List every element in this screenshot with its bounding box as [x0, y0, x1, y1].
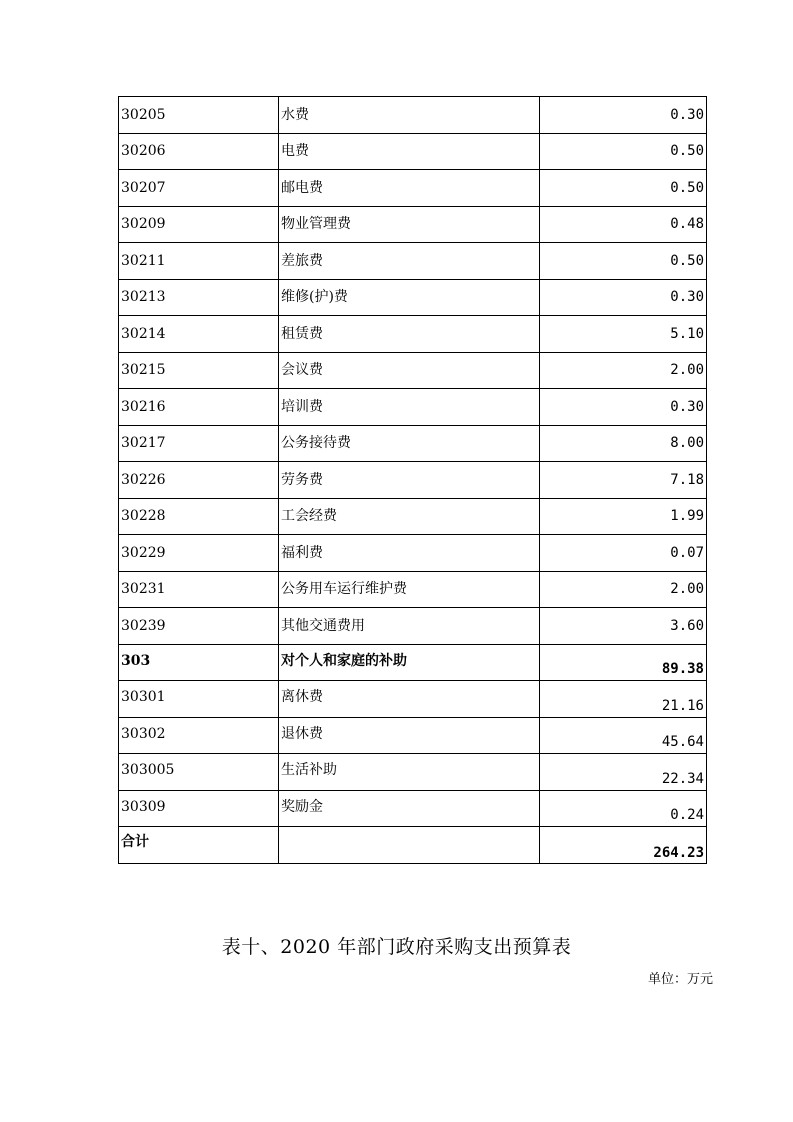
amount-cell: 89.38: [540, 644, 707, 681]
table-row: [119, 462, 707, 499]
account-name-cell: 水费: [279, 97, 540, 134]
table-row: [119, 535, 707, 572]
table-row: [119, 97, 707, 134]
budget-table: [118, 96, 707, 864]
amount-cell: 3.60: [540, 608, 707, 645]
amount-cell: 7.18: [540, 462, 707, 499]
table-row: [119, 498, 707, 535]
table-row: [119, 425, 707, 462]
account-name-cell: 劳务费: [279, 462, 540, 499]
amount-cell: 22.34: [540, 754, 707, 791]
account-code-cell: 30231: [119, 571, 279, 608]
unit-label: 单位：万元: [647, 972, 713, 987]
account-code-cell: 303005: [119, 754, 279, 791]
table-row: [119, 754, 707, 791]
account-code-cell: 30214: [119, 316, 279, 353]
account-name-cell: 会议费: [279, 352, 540, 389]
section-title: 表十、2020 年部门政府采购支出预算表: [221, 936, 572, 958]
account-name-cell: 对个人和家庭的补助: [279, 644, 540, 681]
amount-cell: 0.07: [540, 535, 707, 572]
account-name-cell: 其他交通费用: [279, 608, 540, 645]
table-row: [119, 352, 707, 389]
account-code-cell: 30209: [119, 206, 279, 243]
account-code-cell: 30206: [119, 133, 279, 170]
account-name-cell: 生活补助: [279, 754, 540, 791]
account-name-cell: 电费: [279, 133, 540, 170]
table-row: [119, 644, 707, 681]
amount-cell: 2.00: [540, 571, 707, 608]
amount-cell: 2.00: [540, 352, 707, 389]
account-code-cell: 30213: [119, 279, 279, 316]
account-name-cell: 奖励金: [279, 790, 540, 827]
budget-table-body: [119, 97, 707, 864]
table-row: [119, 681, 707, 718]
table-row: [119, 717, 707, 754]
amount-cell: 0.48: [540, 206, 707, 243]
account-name-cell: 培训费: [279, 389, 540, 426]
account-code-cell: 30301: [119, 681, 279, 718]
amount-cell: 45.64: [540, 717, 707, 754]
total-row: [119, 827, 707, 864]
table-row: [119, 279, 707, 316]
account-code-cell: 30226: [119, 462, 279, 499]
account-name-cell: 福利费: [279, 535, 540, 572]
table-row: [119, 790, 707, 827]
table-row: [119, 571, 707, 608]
account-code-cell: 30215: [119, 352, 279, 389]
amount-cell: 8.00: [540, 425, 707, 462]
account-name-cell: 退休费: [279, 717, 540, 754]
account-code-cell: 30211: [119, 243, 279, 280]
table-row: [119, 389, 707, 426]
amount-cell: 0.50: [540, 133, 707, 170]
account-code-cell: 30207: [119, 170, 279, 207]
amount-cell: 0.50: [540, 243, 707, 280]
account-code-cell: 30228: [119, 498, 279, 535]
account-name-cell: 公务用车运行维护费: [279, 571, 540, 608]
account-code-cell: 30229: [119, 535, 279, 572]
account-name-cell: 租赁费: [279, 316, 540, 353]
account-name-cell: 离休费: [279, 681, 540, 718]
amount-cell: 0.30: [540, 389, 707, 426]
amount-cell: 0.30: [540, 97, 707, 134]
account-name-cell: 公务接待费: [279, 425, 540, 462]
account-name-cell: 物业管理费: [279, 206, 540, 243]
total-name-cell: [279, 827, 540, 864]
amount-cell: 5.10: [540, 316, 707, 353]
table-row: [119, 133, 707, 170]
table-row: [119, 316, 707, 353]
amount-cell: 0.50: [540, 170, 707, 207]
account-code-cell: 30302: [119, 717, 279, 754]
account-name-cell: 维修(护)费: [279, 279, 540, 316]
account-name-cell: 邮电费: [279, 170, 540, 207]
total-label-cell: 合计: [119, 827, 279, 864]
table-row: [119, 243, 707, 280]
amount-cell: 1.99: [540, 498, 707, 535]
account-code-cell: 303: [119, 644, 279, 681]
account-name-cell: 工会经费: [279, 498, 540, 535]
table-row: [119, 170, 707, 207]
amount-cell: 0.30: [540, 279, 707, 316]
total-amount-cell: 264.23: [540, 827, 707, 864]
account-code-cell: 30205: [119, 97, 279, 134]
account-name-cell: 差旅费: [279, 243, 540, 280]
account-code-cell: 30239: [119, 608, 279, 645]
table-row: [119, 206, 707, 243]
account-code-cell: 30309: [119, 790, 279, 827]
account-code-cell: 30217: [119, 425, 279, 462]
table-row: [119, 608, 707, 645]
amount-cell: 21.16: [540, 681, 707, 718]
account-code-cell: 30216: [119, 389, 279, 426]
amount-cell: 0.24: [540, 790, 707, 827]
